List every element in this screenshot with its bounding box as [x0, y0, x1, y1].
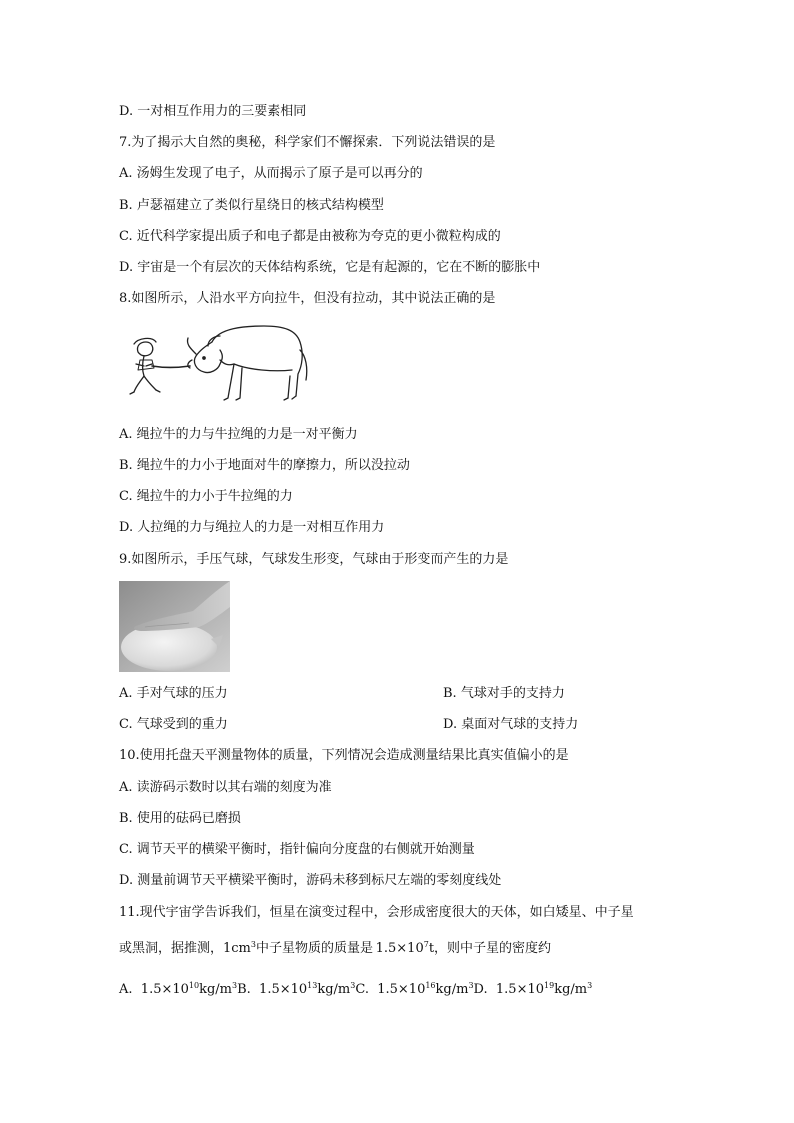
q9-option-d: D. 桌面对气球的支持力 [443, 717, 579, 732]
q10-option-d: D. 测量前调节天平横梁平衡时，游码未移到标尺左端的零刻度线处 [119, 873, 502, 888]
q7-option-b: B. 卢瑟福建立了类似行星绕日的核式结构模型 [119, 198, 384, 213]
q8-option-b: B. 绳拉牛的力小于地面对牛的摩擦力，所以没拉动 [119, 458, 410, 473]
q9-option-a: A. 手对气球的压力 [119, 686, 228, 701]
q9-option-c: C. 气球受到的重力 [119, 717, 228, 732]
q7-option-d: D. 宇宙是一个有层次的天体结构系统，它是有起源的，它在不断的膨胀中 [119, 260, 541, 275]
q7-option-a: A. 汤姆生发现了电子，从而揭示了原子是可以再分的 [119, 166, 423, 181]
q11-option-a: A. $1.5\times 10^{10}kg/m^3$ [119, 981, 238, 997]
q7-stem: 7.为了揭示大自然的奥秘，科学家们不懈探索．下列说法错误的是 [119, 135, 496, 150]
q8-option-a: A. 绳拉牛的力与牛拉绳的力是一对平衡力 [119, 427, 358, 442]
q9-stem: 9.如图所示，手压气球，气球发生形变，气球由于形变而产生的力是 [119, 552, 509, 567]
q8-option-d: D. 人拉绳的力与绳拉人的力是一对相互作用力 [119, 520, 385, 535]
q8-option-c: C. 绳拉牛的力小于牛拉绳的力 [119, 489, 293, 504]
q10-option-a: A. 读游码示数时以其右端的刻度为准 [119, 780, 332, 795]
hand-pressing-balloon-photo [119, 581, 230, 672]
q11-options [119, 982, 592, 998]
q10-option-c: C. 调节天平的横梁平衡时，指针偏向分度盘的右侧就开始测量 [119, 842, 475, 857]
q11-stem-line1: 11.现代宇宙学告诉我们，恒星在演变过程中，会形成密度很大的天体，如白矮星、中子星 [119, 905, 634, 920]
q10-option-b: B. 使用的砝码已磨损 [119, 811, 241, 826]
q6-option-d: D. 一对相互作用力的三要素相同 [119, 104, 307, 119]
q10-stem: 10.使用托盘天平测量物体的质量，下列情况会造成测量结果比真实值偏小的是 [119, 748, 569, 763]
q11-option-b: B. $1.5\times 10^{13}kg/m^3$ [237, 981, 356, 997]
q9-option-b: B. 气球对手的支持力 [443, 686, 565, 701]
q11-option-d: D. $1.5\times 10^{19}kg/m^3$ [473, 981, 593, 997]
q11-stem-line2: 或黑洞，据推测，$1cm^3$中子星物质的质量是 $1.5\times 10^7t$，则中子星的密度约 [119, 940, 552, 956]
q11-option-c: C. $1.5\times 10^{16}kg/m^3$ [355, 981, 474, 997]
man-pulling-ox-figure [124, 320, 310, 406]
q8-stem: 8.如图所示，人沿水平方向拉牛，但没有拉动，其中说法正确的是 [119, 291, 496, 306]
q7-option-c: C. 近代科学家提出质子和电子都是由被称为夸克的更小微粒构成的 [119, 229, 501, 244]
